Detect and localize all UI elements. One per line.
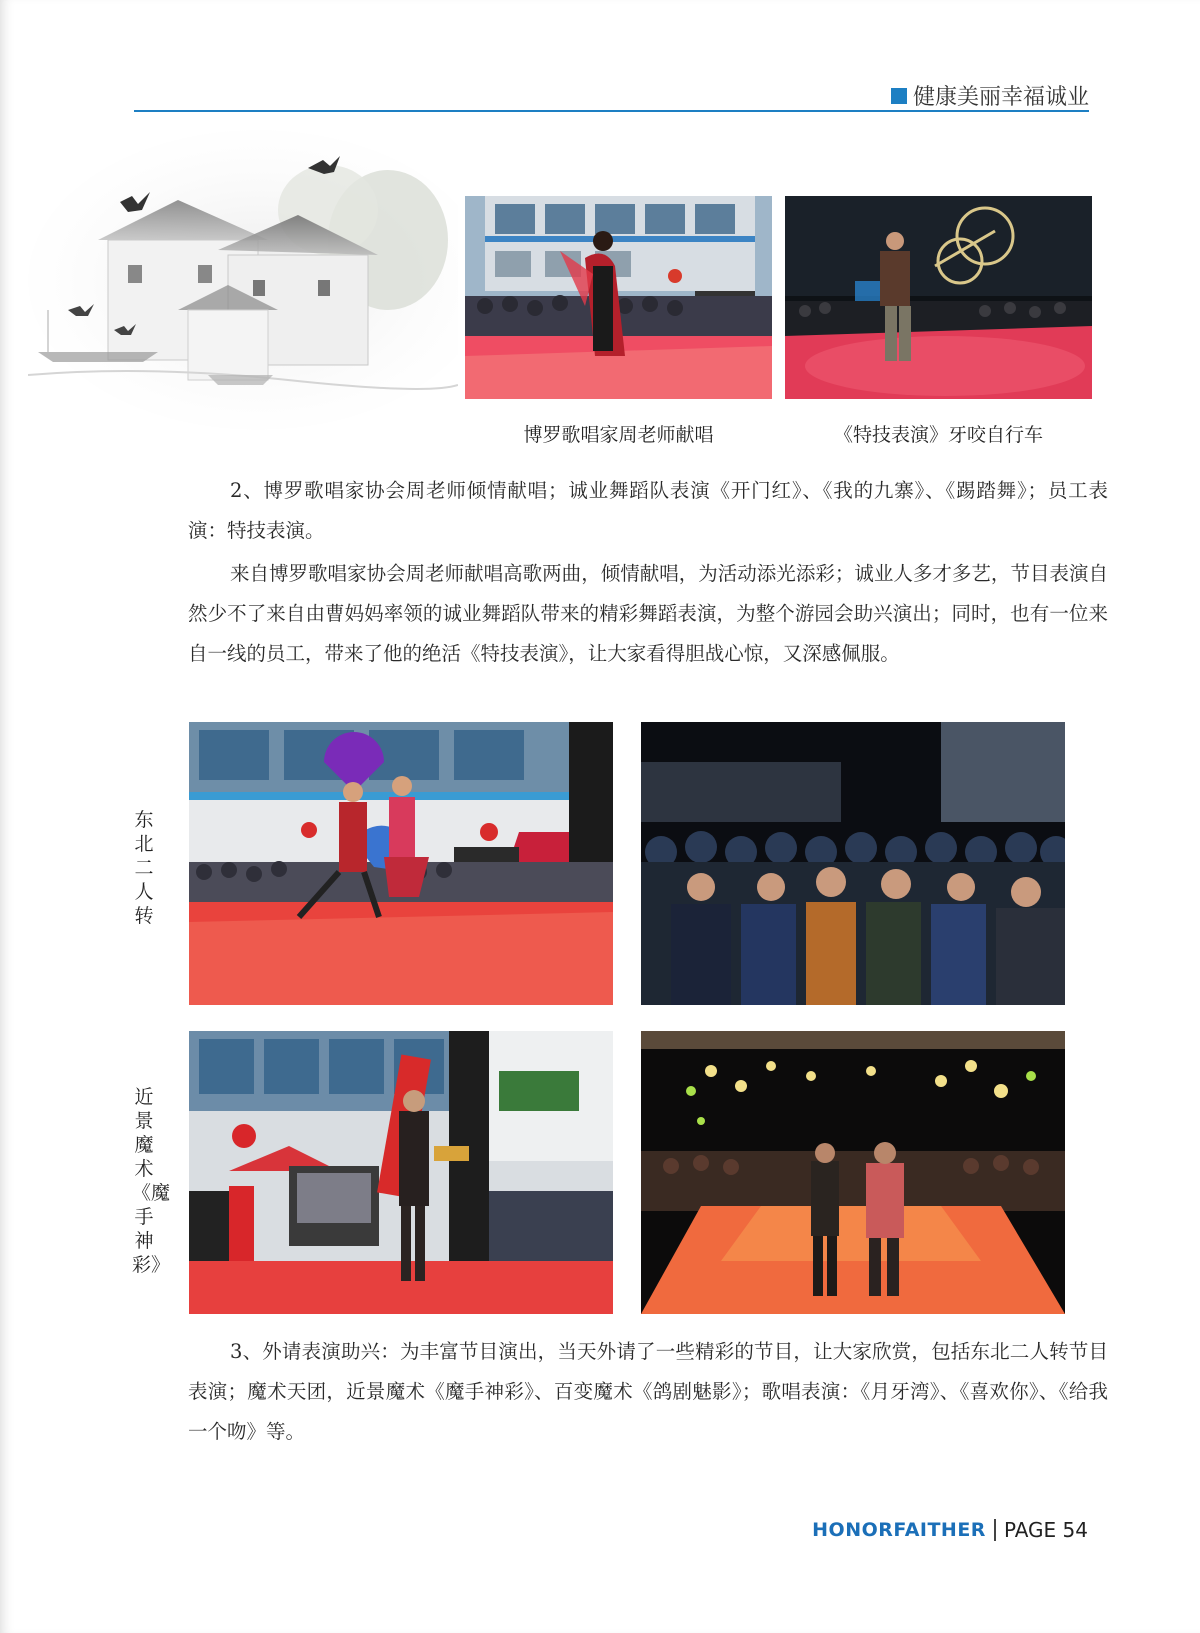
paragraph-2-body: 来自博罗歌唱家协会周老师献唱高歌两曲，倾情献唱，为活动添光添彩；诚业人多才多艺，节目表演自然少不了来自由曹妈妈率领的诚业舞蹈队带来的精彩舞蹈表演，为整个游园会助兴演出；同时，也有一位来自一线的员工，带来了他的绝活《特技表演》，让大家看得胆战心惊，又深感佩服。 [188,562,1108,665]
page-number: PAGE 54 [1003,1518,1088,1542]
page-header [134,78,1089,112]
page-footer [812,1518,1088,1542]
side-label-magic: 近景魔术《魔手神彩》 [132,1086,171,1276]
caption-singer: 博罗歌唱家周老师献唱 [523,424,714,446]
photo-magic-close [189,1031,613,1314]
paragraph-3: 3、外请表演助兴：为丰富节目演出，当天外请了一些精彩的节目，让大家欣赏，包括东北二人转节目表演；魔术天团，近景魔术《魔手神彩》、百变魔术《鸽剧魅影》；歌唱表演：《月牙湾》、《喜欢你》、《给我一个吻》等。 [188,1340,1108,1443]
ink-painting-illustration [28,130,458,430]
caption-acrobat: 《特技表演》牙咬自行车 [833,424,1043,446]
photo-acrobat [785,196,1092,399]
side-label-errenzhuan: 东北二人转 [134,809,154,927]
header-square-icon [891,88,907,104]
footer-brand: HONORFAITHER [812,1519,986,1541]
header-title-text: 健康美丽幸福诚业 [912,85,1089,110]
photo-singer [465,196,772,399]
header-title [891,80,1089,111]
paragraph-2-heading: 2、博罗歌唱家协会周老师倾情献唱；诚业舞蹈队表演《开门红》、《我的九寨》、《踢踏舞》；员工表演：特技表演。 [188,479,1108,542]
photo-audience [641,722,1065,1005]
header-rule [134,110,1089,112]
footer-separator [994,1519,996,1541]
photo-magic-stage [641,1031,1065,1314]
photo-errenzhuan [189,722,613,1005]
